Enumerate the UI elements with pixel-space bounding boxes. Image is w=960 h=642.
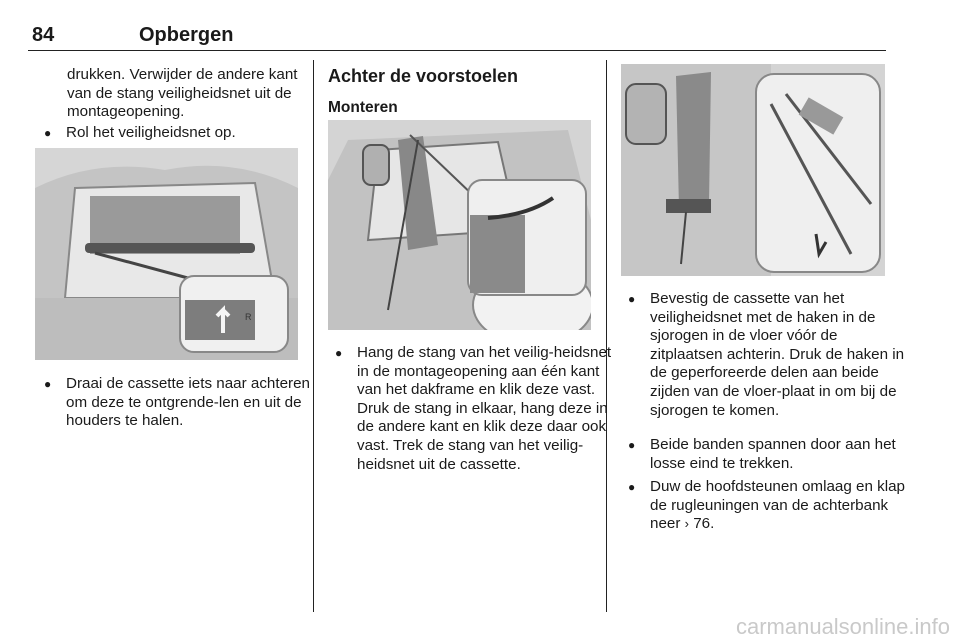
list-item-text: Duw de hoofdsteunen omlaag en klap de rugleuningen van de achterbank neer xyxy=(650,478,905,533)
list-item-text: Rol het veiligheidsnet op. xyxy=(66,124,236,141)
subsection-heading: Monteren xyxy=(328,99,398,116)
page-number: 84 xyxy=(32,24,55,46)
list-item xyxy=(624,478,912,534)
bullet-icon: ● xyxy=(628,480,636,494)
list-item xyxy=(331,344,613,474)
continued-text: drukken. Verwijder de andere kant van de stang veiligheidsnet uit de montageopening. xyxy=(67,66,298,121)
section-title: Opbergen xyxy=(139,24,234,46)
bullet-icon: ● xyxy=(335,346,343,360)
column-divider xyxy=(606,60,607,612)
list-item xyxy=(40,124,316,143)
svg-text:R: R xyxy=(245,312,252,322)
list-item-text: Bevestig de cassette van het veiligheidsnet met de haken in de sjorogen in de vloer vóór de zitplaatsen achterin. Druk de haken in de geperforeerde delen aan beide zijden van de vloer-plaat in om bij de sjorogen te komen. xyxy=(650,290,905,419)
list-item xyxy=(624,436,912,473)
page-header xyxy=(28,22,886,51)
list-item-text: Beide banden spannen door aan het losse eind te trekken. xyxy=(650,436,896,472)
page-reference-link[interactable] xyxy=(685,515,715,532)
watermark: carmanualsonline.info xyxy=(735,614,950,639)
page-reference: 76. xyxy=(693,515,715,533)
bullet-icon: ● xyxy=(628,438,636,452)
bullet-icon: ● xyxy=(44,377,52,391)
list-item xyxy=(40,375,328,431)
figure-hook-lashing xyxy=(621,64,885,276)
figure-mount-net xyxy=(328,120,591,330)
list-item-text: Draai de cassette iets naar achteren om deze te ontgrende-len en uit de houders te halen. xyxy=(66,375,310,430)
column-divider xyxy=(313,60,314,612)
arrow-ref-icon: › xyxy=(684,516,689,532)
figure-cargo-cassette xyxy=(35,148,298,360)
section-heading: Achter de voorstoelen xyxy=(328,66,519,86)
list-item xyxy=(624,290,912,420)
list-item-text: Hang de stang van het veilig-heidsnet in de montageopening aan één kant van het dakframe en klik deze vast. Druk de stang in elkaar, hang deze in de andere kant en klik deze daar ook vast. Trek de stang van het veilig-heidsnet uit de cassette. xyxy=(357,344,612,473)
bullet-icon: ● xyxy=(628,292,636,306)
bullet-icon: ● xyxy=(44,126,52,140)
